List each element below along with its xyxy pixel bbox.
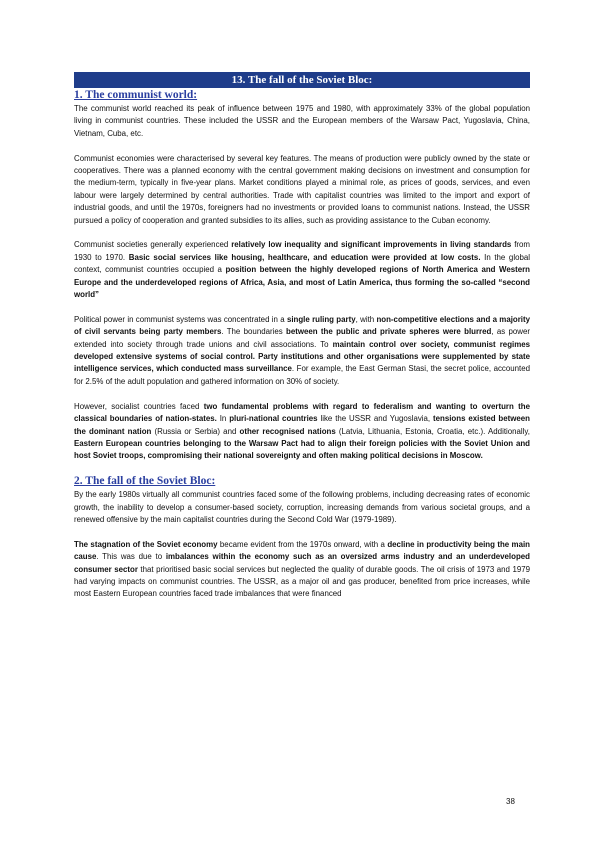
paragraph: However, socialist countries faced two fundamental problems with regard to federalism and wanting to overturn the classical boundaries of nation-states. In pluri-national countries like the USSR and Yugoslavia, tensions existed between the dominant nation (Russia or Serbia) and other recognised nations (Latvia, Lithuania, Estonia, Croatia, etc.). Additionally, Eastern European countries belonging to the Warsaw Pact had to align their foreign policies with the Soviet Union and host Soviet troops, compromising their national sovereignty and often making political decisions in Moscow. <box>74 401 530 461</box>
page-content <box>74 72 530 613</box>
paragraph: Communist societies generally experienced relatively low inequality and significant improvements in living standards from 1930 to 1970. Basic social services like housing, healthcare, and education were provided at low costs. In the global context, communist countries occupied a position between the highly developed regions of North America and Western Europe and the underdeveloped regions of Africa, Asia, and most of Latin America, thus forming the so-called “second world” <box>74 240 530 300</box>
paragraph: The stagnation of the Soviet economy became evident from the 1970s onward, with a decline in productivity being the main cause. This was due to imbalances within the economy such as an oversized arms industry and an underdeveloped consumer sector that prioritised basic social services but neglected the quality of durable goods. The oil crisis of 1973 and 1979 had varying impacts on communist countries. The USSR, as a major oil and gas producer, benefited from price increases, while most Eastern European countries faced trade imbalances that were financed <box>74 539 530 599</box>
section-heading-communist-world: 1. The communist world: <box>74 89 198 101</box>
paragraph: The communist world reached its peak of influence between 1975 and 1980, with approximately 33% of the global population living in communist countries. These included the USSR and the European members of the Warsaw Pact, Yugoslavia, China, Vietnam, Cuba, etc. <box>74 104 530 138</box>
paragraph: By the early 1980s virtually all communist countries faced some of the following problems, including decreasing rates of economic growth, the inability to develop a consumer-based society, corruption, increasing demands from various societal groups, and a renewed offensive by the main capitalist countries during the Second Cold War (1979-1989). <box>74 490 530 524</box>
page-number: 38 <box>506 797 515 806</box>
section-heading-fall-of-soviet-bloc: 2. The fall of the Soviet Bloc: <box>74 475 216 488</box>
chapter-title: 13. The fall of the Soviet Bloc: <box>74 72 530 88</box>
paragraph: Communist economies were characterised by several key features. The means of production were publicly owned by the state or cooperatives. There was a planned economy with the central government making decisions on investment and consumption for the medium-term, typically in five-year plans. Market conditions played a minimal role, as prices of goods, services, and even labour were largely determined by central authorities. Trade with capitalist countries was limited to the import and export of industrial goods, and until the 1970s, foreigners had no investments or provided loans to communist nations. Instead, the USSR pursued a policy of cooperation and granted subsidies to its allies, such as providing assistance to the Cuban economy. <box>74 153 530 225</box>
paragraph: Political power in communist systems was concentrated in a single ruling party, with non-competitive elections and a majority of civil servants being party members. The boundaries between the public and private spheres were blurred, as power extended into society through trade unions and civil associations. To maintain control over society, communist regimes developed extensive systems of social control. Party institutions and other organisations were supplemented by state intelligence services, which conducted mass surveillance. For example, the East German Stasi, the secret police, accounted for 2.5% of the adult population and gathered information on 30% of society. <box>74 314 531 386</box>
